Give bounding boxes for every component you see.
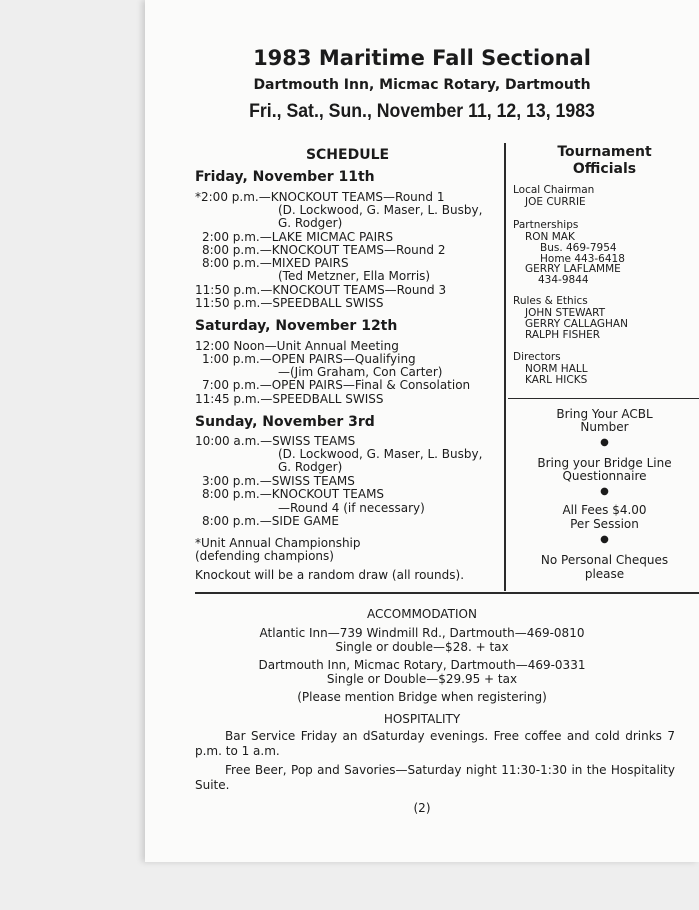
schedule-line: 12:00 Noon—Unit Annual Meeting [195,339,399,353]
accommodation-heading: ACCOMMODATION [367,607,477,621]
document-page [145,0,699,862]
rules-entry: JOHN STEWART [525,307,606,319]
local-chairman-name: JOE CURRIE [525,196,586,208]
schedule-line: G. Rodger) [278,216,343,230]
page-number: (2) [413,801,431,815]
hospitality-heading: HOSPITALITY [383,712,461,726]
schedule-line: 8:00 p.m.—SIDE GAME [202,514,339,528]
schedule-line: (D. Lockwood, G. Maser, L. Busby, [278,447,483,461]
page-title: 1983 Maritime Fall Sectional [253,46,591,70]
atlantic-inn-line: Atlantic Inn—739 Windmill Rd., Dartmouth—469-0810 [259,626,585,640]
bullet-icon: ● [600,437,609,448]
bullet-icon: ● [600,486,609,497]
column-divider [504,143,506,591]
schedule-line: 3:00 p.m.—SWISS TEAMS [202,474,355,488]
officials-heading [508,144,699,178]
cheques-line-2: please [584,567,625,581]
partnership-entry: 434-9844 [538,274,589,286]
cheques-line-1: No Personal Cheques [540,553,669,567]
friday-heading: Friday, November 11th [195,169,375,185]
directors-entry: NORM HALL [525,363,588,375]
schedule-note: Knockout will be a random draw (all rounds). [195,568,465,582]
schedule-line: 11:45 p.m.—SPEEDBALL SWISS [195,392,384,406]
rules-entry: GERRY CALLAGHAN [525,318,628,330]
fees-line-2: Per Session [570,517,639,531]
schedule-line: 11:50 p.m.—KNOCKOUT TEAMS—Round 3 [195,283,447,297]
hospitality-paragraph: Bar Service Friday an dSaturday evenings. Free coffee and cold drinks 7 p.m. to 1 a.m. [195,729,675,758]
fees-line-1: All Fees $4.00 [562,503,647,517]
schedule-line: 8:00 p.m.—MIXED PAIRS [202,256,349,270]
schedule-line: 10:00 a.m.—SWISS TEAMS [195,434,356,448]
schedule-note: (defending champions) [195,549,334,563]
section-divider [195,592,699,594]
directors-label: Directors [513,351,561,363]
schedule-line: 11:50 p.m.—SPEEDBALL SWISS [195,296,384,310]
venue-subtitle: Dartmouth Inn, Micmac Rotary, Dartmouth [253,77,591,93]
schedule-line: 8:00 p.m.—KNOCKOUT TEAMS [202,487,385,501]
partnerships-label: Partnerships [513,219,579,231]
rules-label: Rules & Ethics [513,295,588,307]
rules-entry: RALPH FISHER [525,329,601,341]
atlantic-inn-rate: Single or double—$28. + tax [335,640,509,654]
schedule-heading: SCHEDULE [305,147,390,163]
schedule-line: (D. Lockwood, G. Maser, L. Busby, [278,203,483,217]
acbl-reminder-line-2: Number [580,420,629,434]
schedule-line: —(Jim Graham, Con Carter) [278,365,443,379]
schedule-line: *2:00 p.m.—KNOCKOUT TEAMS—Round 1 [195,190,445,204]
questionnaire-reminder-line-2: Questionnaire [562,469,647,483]
dates-subtitle: Fri., Sat., Sun., November 11, 12, 13, 1983 [249,101,595,122]
bullet-icon: ● [600,534,609,545]
local-chairman-label: Local Chairman [513,184,595,196]
schedule-line: G. Rodger) [278,460,343,474]
officials-divider [508,398,699,399]
partnership-entry: RON MAK [525,231,575,243]
directors-entry: KARL HICKS [525,374,588,386]
schedule-line: (Ted Metzner, Ella Morris) [278,269,431,283]
schedule-note: *Unit Annual Championship [195,536,361,550]
schedule-line: —Round 4 (if necessary) [278,501,425,515]
dartmouth-inn-rate: Single or Double—$29.95 + tax [326,672,518,686]
partnership-entry: Home 443-6418 [540,253,625,265]
sunday-heading: Sunday, November 3rd [195,414,375,430]
schedule-line: 8:00 p.m.—KNOCKOUT TEAMS—Round 2 [202,243,446,257]
registration-note: (Please mention Bridge when registering) [297,690,547,704]
dartmouth-inn-line: Dartmouth Inn, Micmac Rotary, Dartmouth—469-0331 [258,658,586,672]
officials-heading-line-1: Tournament [557,144,652,160]
hospitality-paragraph: Free Beer, Pop and Savories—Saturday night 11:30-1:30 in the Hospitality Suite. [195,763,675,792]
saturday-heading: Saturday, November 12th [195,318,398,334]
schedule-line: 7:00 p.m.—OPEN PAIRS—Final & Consolation [202,378,471,392]
partnership-entry: GERRY LAFLAMME [525,263,621,275]
schedule-line: 2:00 p.m.—LAKE MICMAC PAIRS [202,230,394,244]
partnership-entry: Bus. 469-7954 [540,242,617,254]
officials-heading-line-2: Officials [572,161,637,177]
questionnaire-reminder-line-1: Bring your Bridge Line [537,456,672,470]
acbl-reminder-line-1: Bring Your ACBL [556,407,653,421]
schedule-line: 1:00 p.m.—OPEN PAIRS—Qualifying [202,352,416,366]
